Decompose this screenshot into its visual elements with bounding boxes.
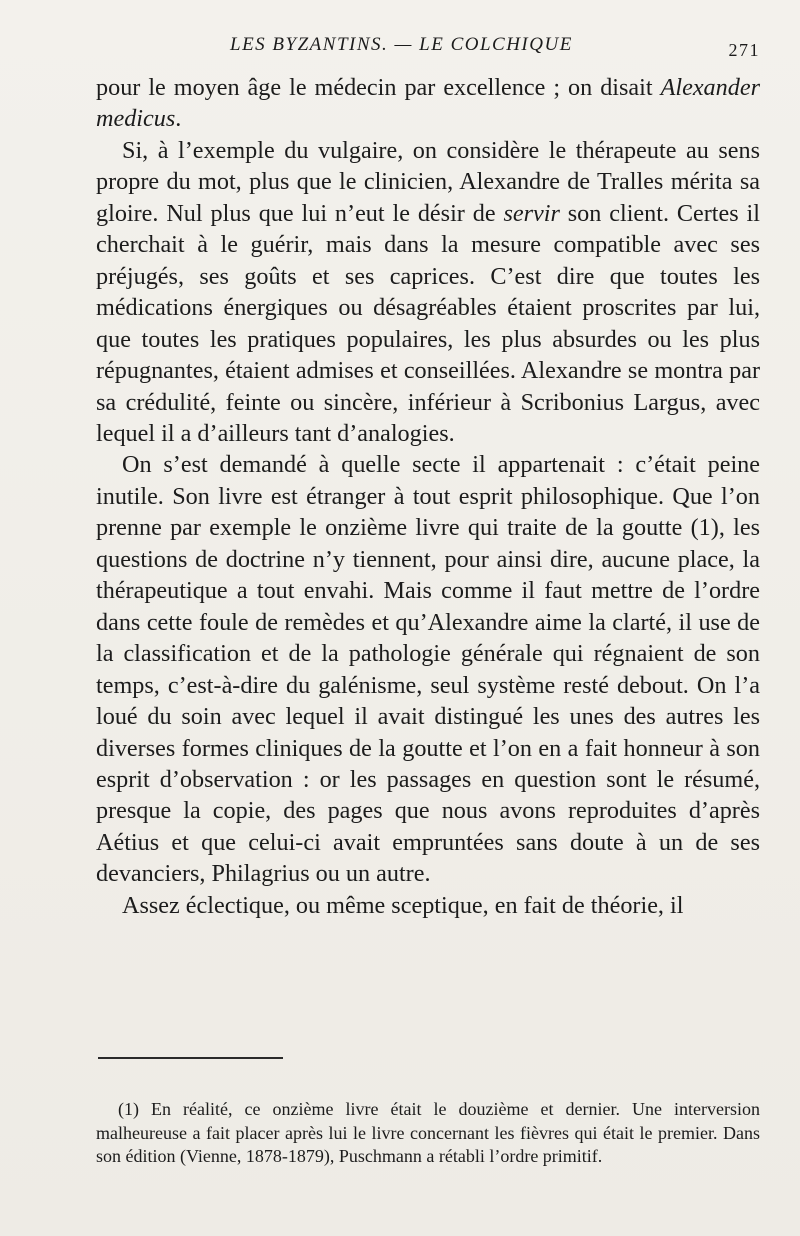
italic-text: servir <box>503 199 560 227</box>
footnote-divider <box>98 1057 283 1059</box>
paragraph <box>96 449 760 889</box>
footnote-text: (1) En réalité, ce onzième livre était le douzième et dernier. Une interversion malheureuse a fait placer après lui le livre concernant les fièvres qui était le premier. Dans son édition (Vienne, 1878-1879), Puschmann a rétabli l’ordre primitif. <box>96 1099 760 1167</box>
italic-text: Alexander medicus <box>96 74 760 133</box>
paragraph-text: On s’est demandé à quelle secte il appartenait : c’était peine inutile. Son livre est étranger à tout esprit philosophique. Que l’on prenne par exemple le onzième livre qui traite de la goutte (1), les questions de doctrine n’y tiennent, pour ainsi dire, aucune place, la thérapeutique a tout envahi. Mais comme il faut mettre de l’ordre dans cette foule de remèdes et qu’Alexandre aime la clarté, il use de la classification et de la pathologie générale qui régnaient de son temps, c’est-à-dire du galénisme, seul système resté debout. On l’a loué du soin avec lequel il avait distingué les unes des autres les diverses formes cliniques de la goutte et l’on en a fait honneur à son esprit d’observation : or les passages en question sont le résumé, presque la copie, des pages que nous avons reproduites d’après Aétius et que celui-ci avait empruntées sans doute à un de ses devanciers, Philagrius ou un autre. <box>96 451 760 888</box>
paragraph-text: . <box>175 105 182 133</box>
body-text <box>96 72 760 921</box>
paragraph-text: son client. Certes il cherchait à le guérir, mais dans la mesure compatible avec ses préjugés, ses goûts et ses caprices. C’est dire que toutes les médications énergiques ou désagréables étaient proscrites par lui, que toutes les pratiques populaires, les plus absurdes ou les plus répugnantes, étaient admises et conseillées. Alexandre se montra par sa crédulité, feinte ou sincère, inférieur à Scribonius Largus, avec lequel il a d’ailleurs tant d’analogies. <box>96 199 760 447</box>
paragraph-text: Si, à l’exemple du vulgaire, on considère le thérapeute au sens propre du mot, plus que le clinicien, Alexandre de Tralles mérita sa gloire. Nul plus que lui n’eut le désir de <box>96 136 760 227</box>
page-number: 271 <box>728 40 760 60</box>
running-head <box>96 30 760 60</box>
paragraph <box>96 135 760 450</box>
paragraph <box>96 72 760 135</box>
paragraph <box>96 890 760 921</box>
footnote <box>96 1098 760 1169</box>
paragraph-text: pour le moyen âge le médecin par excellence ; on disait <box>96 74 661 101</box>
running-title: LES BYZANTINS. — LE COLCHIQUE <box>230 34 573 55</box>
paragraph-text: Assez éclectique, ou même sceptique, en fait de théorie, il <box>122 891 684 919</box>
